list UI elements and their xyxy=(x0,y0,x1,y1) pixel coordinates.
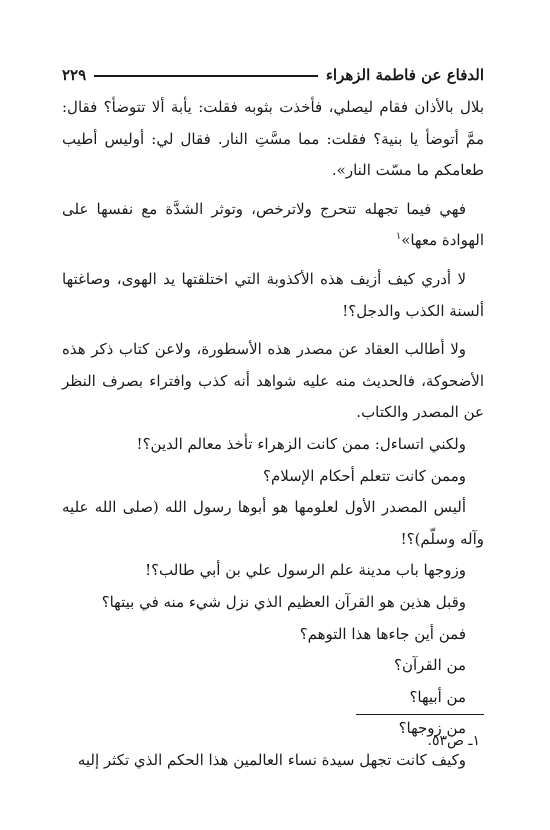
paragraph-10: فمن أين جاءها هذا التوهم؟ xyxy=(299,624,466,643)
paragraph-1: بلال بالأذان فقام ليصلي، فأخذت بثوبه فقلت: يأبة ألا تتوضأ؟ فقال: ممَّ أتوضأ يا بنية؟ فقلت: مما مسَّتِ النار. فقال لي: أوليس أطيب طعامكم ما مسّت النار». xyxy=(62,98,484,180)
paragraph-4: ولا أطالب العقاد عن مصدر هذه الأسطورة، ولاعن كتاب ذكر هذه الأضحوكة، فالحديث منه عليه شواهد أنه كذب وافتراء بصرف النظر عن المصدر والكتاب. xyxy=(62,340,484,422)
footnote: ١ـ ص٥٣. xyxy=(427,733,480,749)
paragraph-6: وممن كانت تتعلم أحكام الإسلام؟ xyxy=(262,466,466,485)
paragraph-9: وقبل هذين هو القرآن العظيم الذي نزل شيء منه في بيتها؟ xyxy=(101,592,466,611)
paragraph-3: لا أدري كيف أزيف هذه الأكذوبة التي اختلقتها يد الهوى، وصاغتها ألسنة الكذب والدجل؟! xyxy=(62,269,484,320)
paragraph-7: أليس المصدر الأول لعلومها هو أبوها رسول الله (صلى الله عليه وآله وسلّم)؟! xyxy=(62,498,484,548)
paragraph-13: من زوجها؟ xyxy=(398,719,466,738)
page-number: ٢٢٩ xyxy=(62,66,87,84)
footnote-marker: ١ xyxy=(395,231,402,243)
paragraph-11: من القرآن؟ xyxy=(394,656,466,675)
paragraph-14: وكيف كانت تجهل سيدة نساء العالمين هذا الحكم الذي تكثر إليه xyxy=(77,750,466,769)
paragraph-8: وزوجها باب مدينة علم الرسول علي بن أبي طالب؟! xyxy=(145,561,466,580)
header-rule xyxy=(94,75,318,77)
header-title: الدفاع عن فاطمة الزهراء xyxy=(325,66,484,84)
footnote-separator xyxy=(356,714,484,715)
paragraph-5: ولكني اتساءل: ممن كانت الزهراء تأخذ معالم الدين؟! xyxy=(136,434,466,453)
page-body xyxy=(62,92,484,776)
paragraph-2-text: فهي فيما تجهله تتحرج ولاترخص، وتوثر الشدَّة مع نفسها على الهوادة معها» xyxy=(62,199,484,250)
running-header xyxy=(62,62,484,88)
paragraph-12: من أبيها؟ xyxy=(409,687,466,706)
paragraph-2 xyxy=(62,194,484,257)
